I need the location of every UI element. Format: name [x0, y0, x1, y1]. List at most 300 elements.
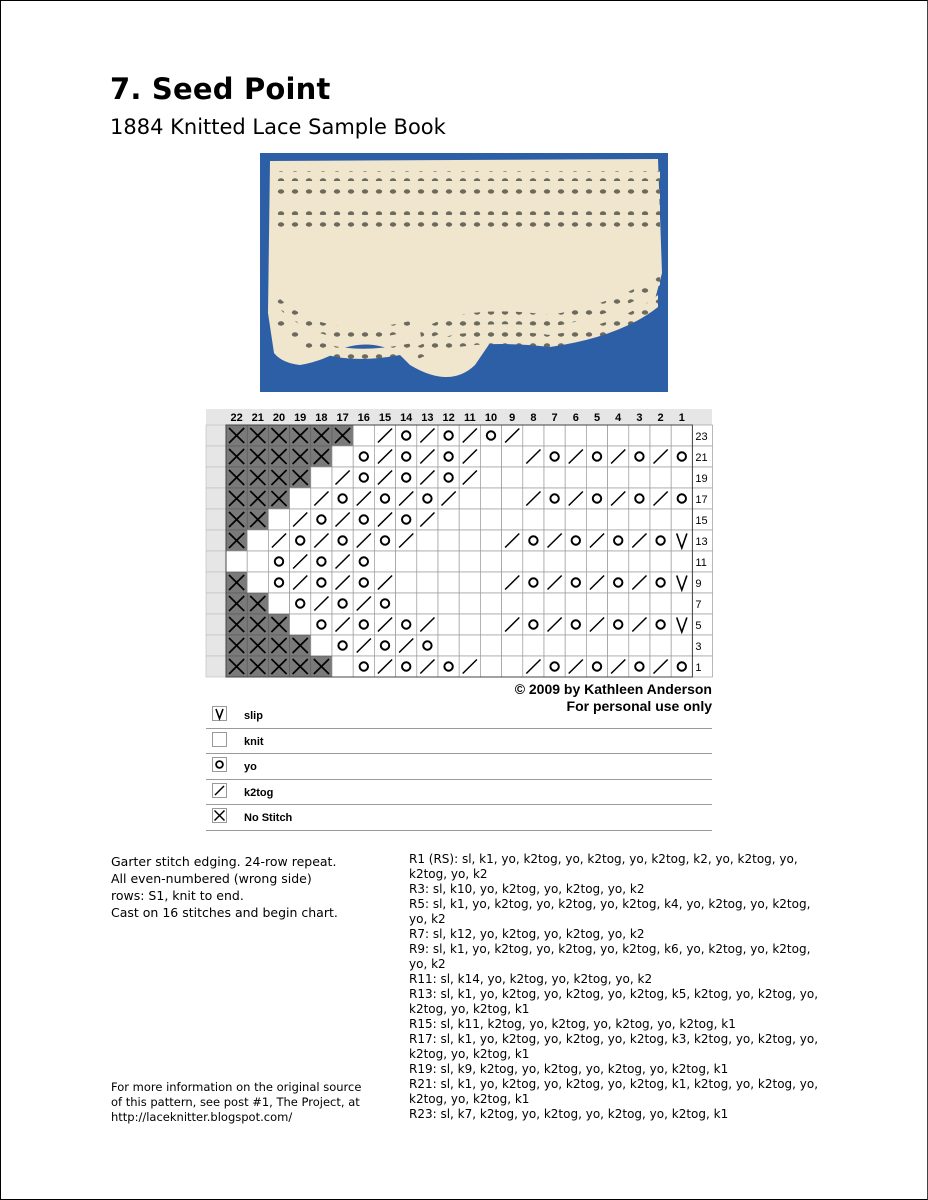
row-instructions [409, 852, 829, 1122]
row-number: 15 [695, 515, 708, 527]
chart-cell [353, 551, 374, 572]
chart-cell [374, 446, 395, 467]
chart-cell [586, 593, 607, 614]
chart-cell [671, 656, 692, 677]
chart-cell [459, 425, 480, 446]
chart-cell [586, 467, 607, 488]
chart-cell [629, 635, 650, 656]
source-info [111, 1080, 386, 1125]
chart-cell [268, 614, 289, 635]
chart-cell [480, 551, 501, 572]
chart-cell [523, 425, 544, 446]
chart-cell [565, 530, 586, 551]
chart-cell [459, 656, 480, 677]
chart-cell [396, 488, 417, 509]
chart-cell [311, 509, 332, 530]
chart-cell [502, 593, 523, 614]
knit-icon [212, 732, 227, 747]
chart-cell [438, 572, 459, 593]
chart-cell [544, 635, 565, 656]
row-gutter [206, 614, 226, 635]
chart-cell [226, 425, 247, 446]
chart-cell [417, 593, 438, 614]
instruction-line: R11: sl, k14, yo, k2tog, yo, k2tog, yo, k2 [409, 972, 653, 986]
chart-cell [374, 614, 395, 635]
chart-cell [290, 593, 311, 614]
chart-cell [353, 425, 374, 446]
chart-cell [671, 488, 692, 509]
chart-cell [480, 656, 501, 677]
chart-cell [608, 509, 629, 530]
chart-cell [459, 467, 480, 488]
chart-cell [480, 446, 501, 467]
row-gutter [206, 509, 226, 530]
chart-cell [523, 614, 544, 635]
chart-cell [268, 446, 289, 467]
chart-cell [502, 656, 523, 677]
chart-cell [523, 509, 544, 530]
chart-cell [629, 509, 650, 530]
chart-cell [480, 635, 501, 656]
chart-cell [417, 551, 438, 572]
chart-cell [417, 509, 438, 530]
chart-cell [608, 530, 629, 551]
chart-cell [650, 530, 671, 551]
chart-cell [332, 551, 353, 572]
chart-cell [438, 551, 459, 572]
chart-cell [608, 635, 629, 656]
chart-cell [438, 488, 459, 509]
column-number: 22 [230, 412, 243, 424]
chart-cell [290, 656, 311, 677]
chart-cell [459, 530, 480, 551]
chart-cell [247, 509, 268, 530]
chart-cell [247, 572, 268, 593]
chart-cell [374, 656, 395, 677]
chart-cell [353, 509, 374, 530]
legend-label: slip [244, 710, 263, 722]
legend-k2tog [206, 780, 712, 806]
row-number: 3 [695, 641, 702, 653]
column-number: 1 [678, 412, 685, 424]
pattern-subtitle: 1884 Knitted Lace Sample Book [110, 115, 446, 139]
chart-cell [268, 635, 289, 656]
chart-cell [247, 551, 268, 572]
chart-cell [332, 656, 353, 677]
chart-cell [565, 488, 586, 509]
chart-cell [226, 656, 247, 677]
column-number: 15 [378, 412, 392, 424]
chart-cell [226, 614, 247, 635]
chart-cell [311, 425, 332, 446]
knitting-chart [206, 409, 712, 677]
chart-cell [290, 488, 311, 509]
chart-cell [353, 614, 374, 635]
chart-cell [544, 593, 565, 614]
chart-cell [523, 572, 544, 593]
row-number: 7 [695, 599, 702, 611]
legend-yo [206, 754, 712, 780]
chart-cell [353, 488, 374, 509]
column-number: 8 [530, 412, 537, 424]
chart-cell [374, 572, 395, 593]
chart-cell [226, 467, 247, 488]
chart-cell [586, 446, 607, 467]
chart-cell [671, 509, 692, 530]
chart-cell [374, 425, 395, 446]
chart-cell [247, 656, 268, 677]
chart-cell [417, 656, 438, 677]
instruction-line: R3: sl, k10, yo, k2tog, yo, k2tog, yo, k2 [409, 882, 645, 896]
chart-cell [332, 425, 353, 446]
chart-cell [650, 593, 671, 614]
chart-cell [565, 467, 586, 488]
instruction-line: R9: sl, k1, yo, k2tog, yo, k2tog, yo, k2tog, k6, yo, k2tog, yo, k2tog, [409, 942, 811, 956]
row-gutter [206, 467, 226, 488]
chart-cell [480, 425, 501, 446]
chart-cell [226, 446, 247, 467]
chart-cell [247, 530, 268, 551]
chart-cell [438, 425, 459, 446]
chart-cell [523, 656, 544, 677]
chart-cell [226, 488, 247, 509]
chart-cell [396, 656, 417, 677]
column-number: 4 [615, 412, 622, 424]
chart-cell [459, 614, 480, 635]
chart-cell [565, 614, 586, 635]
note-line: rows: S1, knit to end. [111, 888, 244, 903]
chart-cell [650, 446, 671, 467]
instruction-line: R1 (RS): sl, k1, yo, k2tog, yo, k2tog, yo, k2tog, k2, yo, k2tog, yo, [409, 852, 798, 866]
chart-cell [311, 635, 332, 656]
chart-cell [671, 614, 692, 635]
chart-cell [586, 425, 607, 446]
column-number: 10 [484, 412, 498, 424]
chart-cell [290, 425, 311, 446]
copyright-line: © 2009 by Kathleen Anderson [514, 681, 712, 697]
chart-cell [353, 446, 374, 467]
row-gutter [206, 530, 226, 551]
chart-cell [671, 635, 692, 656]
k2tog-icon [212, 783, 227, 798]
legend-label: yo [244, 761, 257, 774]
chart-cell [438, 530, 459, 551]
row-number: 1 [695, 662, 702, 674]
chart-cell [417, 530, 438, 551]
chart-cell [417, 572, 438, 593]
row-gutter [206, 656, 226, 677]
chart-cell [374, 488, 395, 509]
chart-cell [544, 467, 565, 488]
lace-sample-photo [260, 153, 668, 392]
column-number: 17 [336, 412, 349, 424]
chart-cell [417, 635, 438, 656]
chart-cell [311, 572, 332, 593]
chart-cell [523, 635, 544, 656]
chart-cell [502, 572, 523, 593]
chart-cell [480, 488, 501, 509]
chart-cell [247, 425, 268, 446]
chart-cell [332, 467, 353, 488]
chart-grid [206, 409, 712, 677]
column-number: 21 [251, 412, 264, 424]
chart-cell [247, 488, 268, 509]
chart-cell [459, 635, 480, 656]
chart-cell [438, 593, 459, 614]
row-number: 13 [695, 536, 708, 548]
legend-slip [206, 703, 712, 729]
chart-cell [268, 467, 289, 488]
chart-cell [268, 488, 289, 509]
slip-icon [212, 706, 227, 721]
chart-cell [608, 467, 629, 488]
chart-cell [290, 635, 311, 656]
chart-cell [374, 551, 395, 572]
chart-cell [438, 509, 459, 530]
chart-cell [502, 509, 523, 530]
chart-cell [629, 446, 650, 467]
chart-cell [459, 488, 480, 509]
chart-cell [353, 635, 374, 656]
chart-cell [629, 572, 650, 593]
chart-cell [353, 530, 374, 551]
chart-cell [586, 572, 607, 593]
chart-cell [608, 488, 629, 509]
note-line: Garter stitch edging. 24-row repeat. [111, 854, 337, 869]
chart-cell [544, 425, 565, 446]
column-number: 7 [551, 412, 558, 424]
chart-cell [226, 635, 247, 656]
chart-cell [438, 446, 459, 467]
legend [206, 703, 712, 831]
chart-cell [565, 446, 586, 467]
chart-cell [544, 446, 565, 467]
instruction-line: R15: sl, k11, k2tog, yo, k2tog, yo, k2tog, yo, k2tog, k1 [409, 1017, 736, 1031]
column-number: 5 [593, 412, 601, 424]
yo-icon [212, 757, 227, 772]
chart-cell [480, 467, 501, 488]
chart-cell [311, 530, 332, 551]
chart-cell [332, 635, 353, 656]
chart-cell [502, 488, 523, 509]
column-number: 11 [463, 412, 476, 424]
chart-cell [480, 530, 501, 551]
chart-cell [502, 635, 523, 656]
chart-cell [268, 593, 289, 614]
chart-cell [544, 530, 565, 551]
chart-cell [629, 530, 650, 551]
chart-cell [332, 572, 353, 593]
chart-cell [311, 551, 332, 572]
row-gutter [206, 635, 226, 656]
chart-cell [565, 593, 586, 614]
chart-cell [502, 530, 523, 551]
chart-cell [608, 572, 629, 593]
chart-cell [586, 509, 607, 530]
column-number: 12 [442, 412, 455, 424]
chart-cell [608, 593, 629, 614]
chart-cell [374, 509, 395, 530]
chart-cell [650, 509, 671, 530]
chart-cell [671, 551, 692, 572]
chart-cell [544, 488, 565, 509]
chart-cell [226, 530, 247, 551]
chart-cell [268, 530, 289, 551]
chart-cell [268, 656, 289, 677]
column-number: 9 [509, 412, 516, 424]
chart-cell [480, 572, 501, 593]
pattern-title: 7. Seed Point [110, 72, 331, 106]
chart-cell [396, 425, 417, 446]
chart-cell [247, 614, 268, 635]
row-number: 17 [695, 494, 708, 506]
chart-cell [586, 614, 607, 635]
chart-cell [565, 551, 586, 572]
instruction-line: k2tog, yo, k2tog, k1 [409, 1002, 530, 1016]
chart-cell [565, 425, 586, 446]
chart-cell [459, 593, 480, 614]
chart-cell [332, 593, 353, 614]
chart-cell [290, 467, 311, 488]
legend-label: knit [244, 735, 264, 748]
chart-cell [311, 656, 332, 677]
chart-cell [290, 509, 311, 530]
chart-cell [650, 467, 671, 488]
chart-cell [226, 551, 247, 572]
row-number: 21 [695, 452, 708, 464]
row-gutter [206, 593, 226, 614]
chart-cell [650, 488, 671, 509]
no-stitch-icon [212, 808, 227, 823]
chart-cell [226, 509, 247, 530]
chart-cell [629, 593, 650, 614]
chart-cell [311, 446, 332, 467]
chart-cell [438, 656, 459, 677]
chart-cell [523, 446, 544, 467]
chart-cell [438, 614, 459, 635]
legend-label: No Stitch [244, 812, 293, 825]
chart-cell [374, 635, 395, 656]
chart-cell [544, 551, 565, 572]
chart-cell [671, 467, 692, 488]
chart-cell [544, 656, 565, 677]
pattern-notes [111, 853, 381, 921]
chart-cell [268, 425, 289, 446]
column-number: 6 [572, 412, 579, 424]
chart-cell [565, 572, 586, 593]
chart-cell [311, 593, 332, 614]
chart-cell [438, 467, 459, 488]
column-number: 20 [272, 412, 286, 424]
chart-cell [650, 635, 671, 656]
chart-cell [629, 656, 650, 677]
row-gutter [206, 446, 226, 467]
instruction-line: R13: sl, k1, yo, k2tog, yo, k2tog, yo, k2tog, k5, k2tog, yo, k2tog, yo, [409, 987, 819, 1001]
chart-cell [353, 467, 374, 488]
instruction-line: k2tog, yo, k2tog, k1 [409, 1092, 530, 1106]
chart-cell [586, 656, 607, 677]
chart-cell [629, 488, 650, 509]
chart-cell [247, 467, 268, 488]
chart-cell [586, 635, 607, 656]
source-line: of this pattern, see post #1, The Project, at [111, 1095, 360, 1109]
chart-cell [586, 530, 607, 551]
chart-cell [311, 488, 332, 509]
column-number: 19 [294, 412, 307, 424]
instruction-line: yo, k2 [409, 957, 446, 971]
row-gutter [206, 551, 226, 572]
row-number: 23 [695, 431, 708, 443]
chart-cell [650, 572, 671, 593]
chart-cell [311, 467, 332, 488]
chart-cell [502, 425, 523, 446]
chart-cell [268, 509, 289, 530]
chart-cell [417, 614, 438, 635]
chart-cell [226, 572, 247, 593]
instruction-line: R7: sl, k12, yo, k2tog, yo, k2tog, yo, k2 [409, 927, 645, 941]
column-number: 13 [421, 412, 434, 424]
chart-cell [459, 572, 480, 593]
chart-cell [396, 572, 417, 593]
chart-cell [608, 614, 629, 635]
instruction-line: R17: sl, k1, yo, k2tog, yo, k2tog, yo, k2tog, k3, k2tog, yo, k2tog, yo, [409, 1032, 819, 1046]
chart-cell [268, 551, 289, 572]
chart-cell [565, 635, 586, 656]
chart-cell [480, 593, 501, 614]
chart-cell [629, 551, 650, 572]
chart-cell [671, 593, 692, 614]
chart-cell [502, 551, 523, 572]
chart-cell [502, 614, 523, 635]
chart-cell [290, 614, 311, 635]
chart-cell [671, 530, 692, 551]
legend-label: k2tog [244, 786, 274, 799]
chart-cell [480, 509, 501, 530]
chart-cell [629, 614, 650, 635]
chart-cell [353, 656, 374, 677]
chart-cell [671, 572, 692, 593]
chart-cell [396, 614, 417, 635]
chart-cell [650, 425, 671, 446]
chart-cell [332, 488, 353, 509]
column-number: 16 [357, 412, 370, 424]
chart-cell [502, 467, 523, 488]
chart-cell [247, 446, 268, 467]
chart-cell [290, 530, 311, 551]
chart-cell [523, 530, 544, 551]
note-line: All even-numbered (wrong side) [111, 871, 312, 886]
chart-cell [608, 656, 629, 677]
chart-cell [374, 530, 395, 551]
chart-cell [247, 635, 268, 656]
chart-cell [396, 593, 417, 614]
chart-cell [332, 530, 353, 551]
chart-cell [332, 446, 353, 467]
chart-cell [396, 635, 417, 656]
source-line: For more information on the original source [111, 1080, 362, 1094]
usage-line: For personal use only [566, 698, 712, 714]
chart-cell [226, 593, 247, 614]
chart-cell [650, 614, 671, 635]
chart-cell [417, 425, 438, 446]
instruction-line: yo, k2 [409, 912, 446, 926]
column-number: 3 [636, 412, 643, 424]
chart-cell [629, 467, 650, 488]
chart-cell [396, 446, 417, 467]
chart-cell [608, 551, 629, 572]
chart-cell [396, 551, 417, 572]
chart-cell [650, 656, 671, 677]
